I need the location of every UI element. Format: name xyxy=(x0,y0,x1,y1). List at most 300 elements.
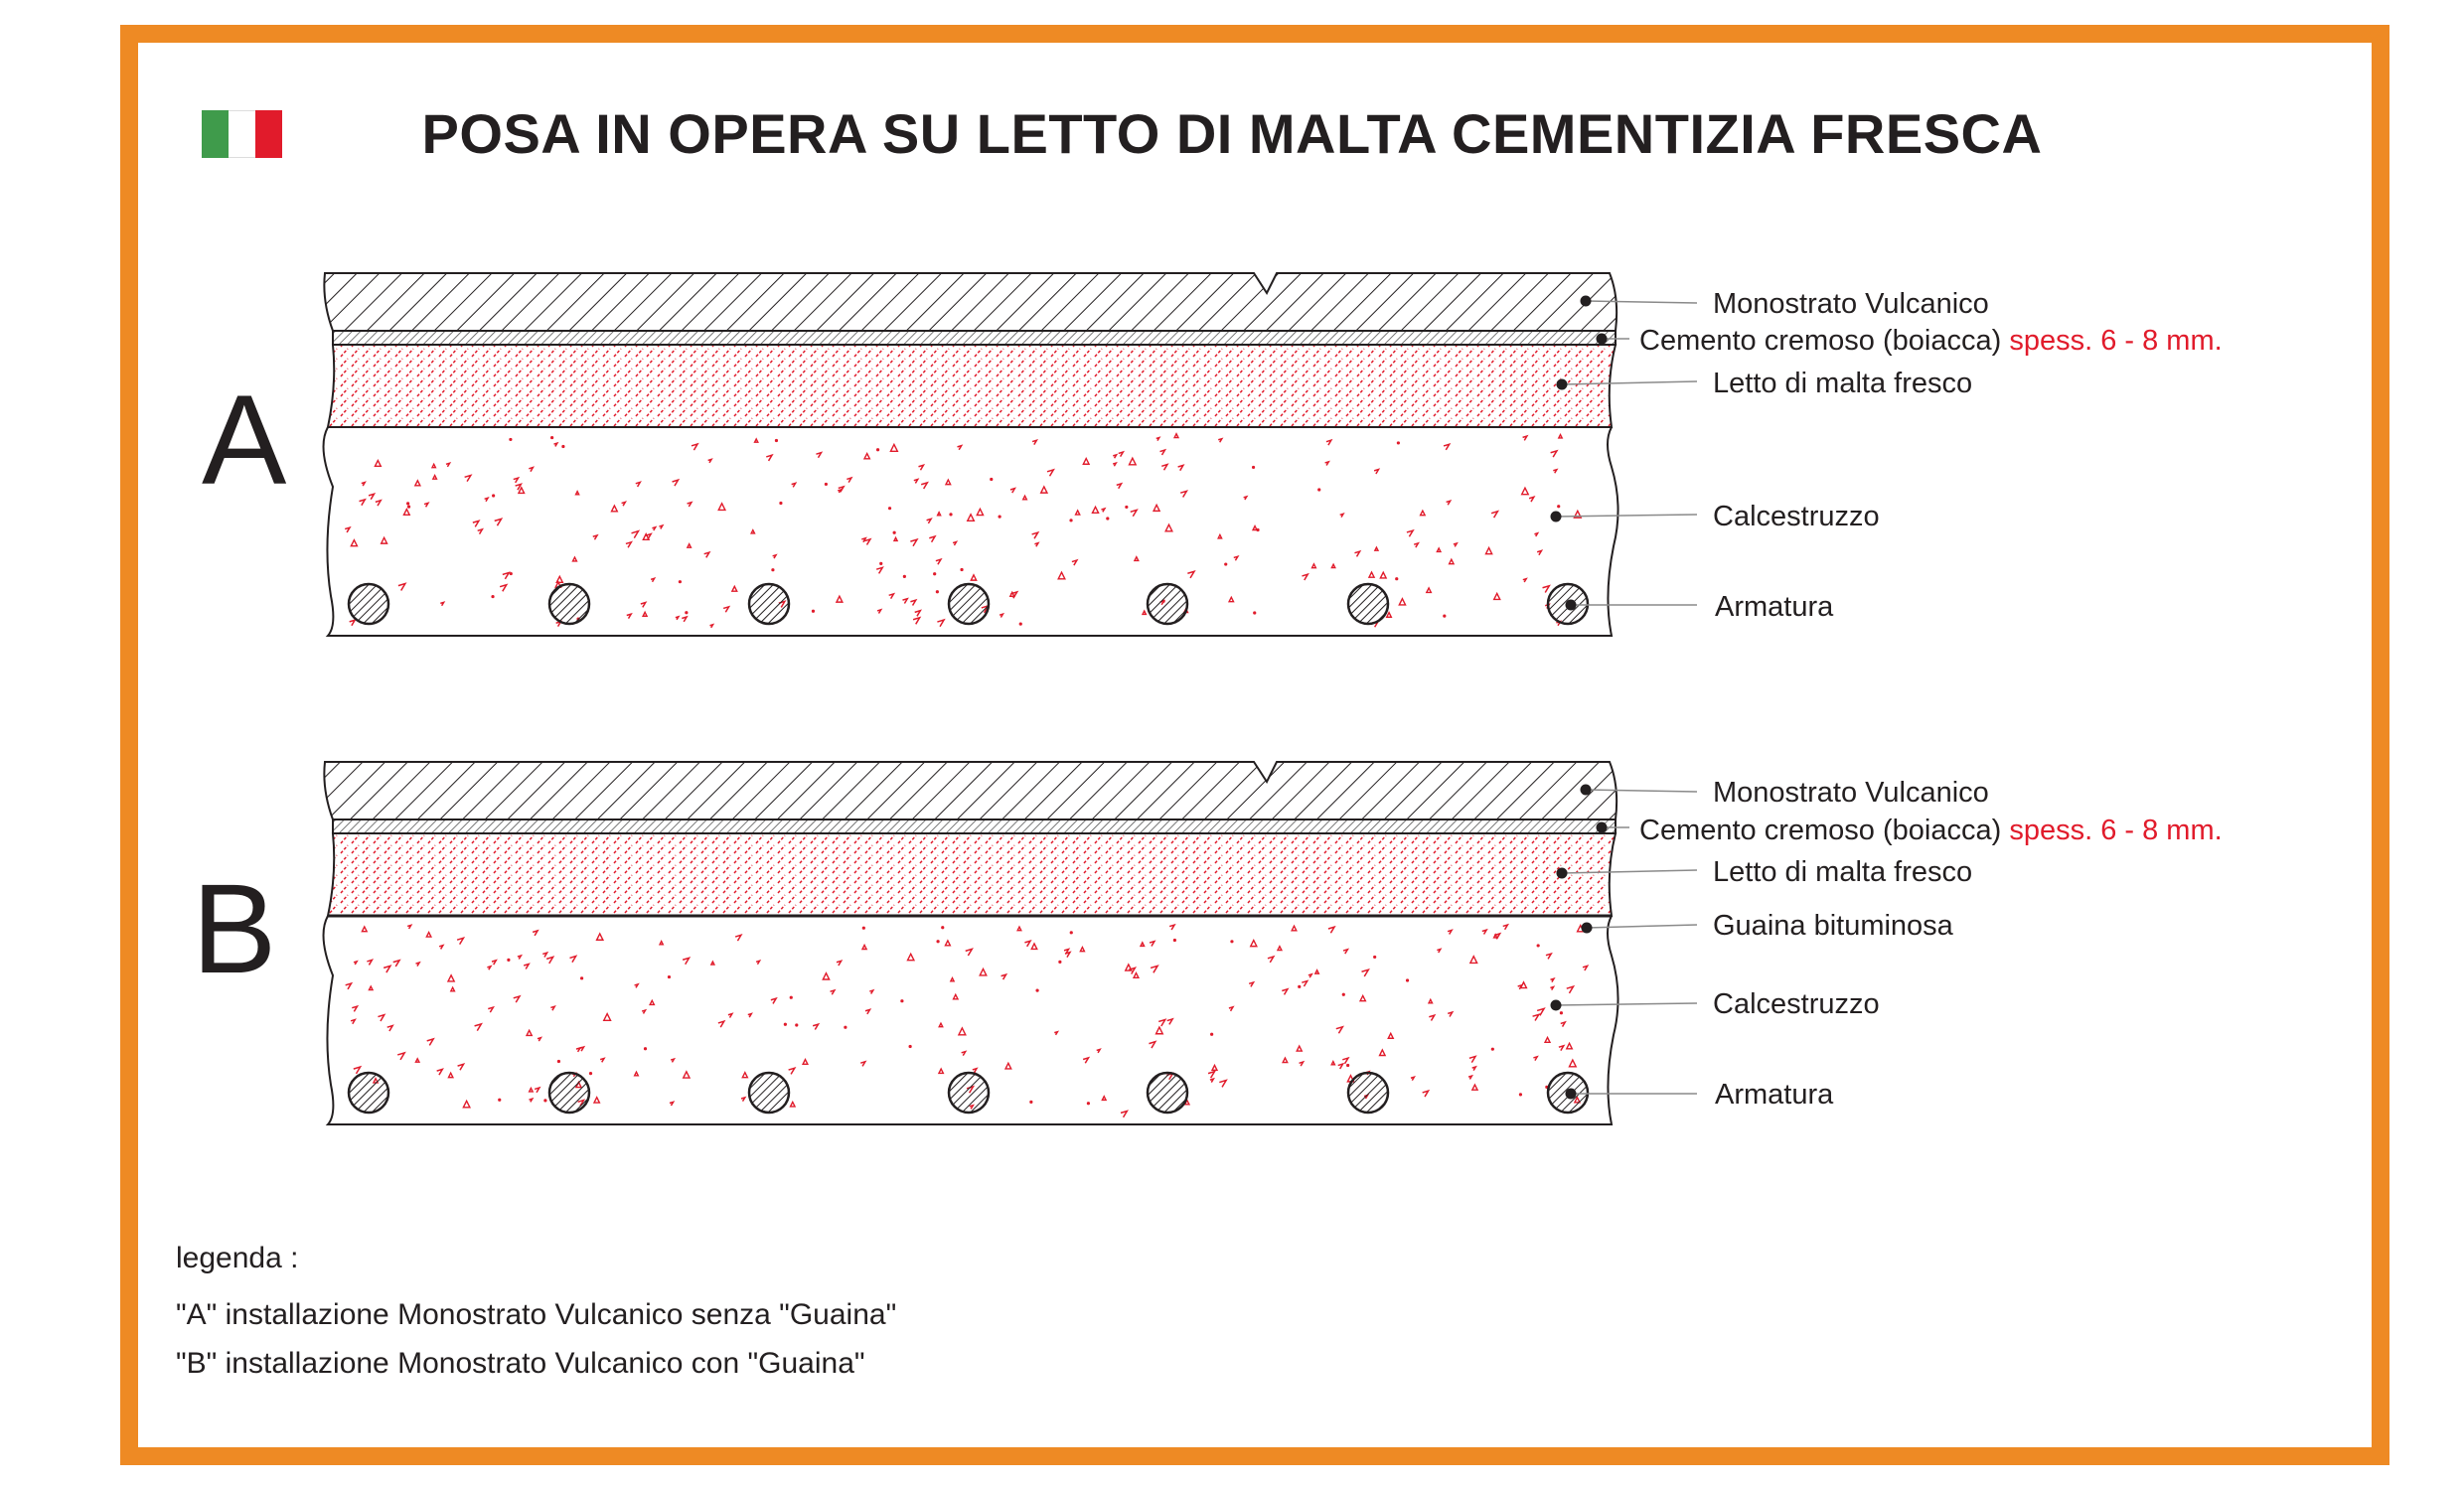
aggregate-speck xyxy=(1106,517,1109,520)
aggregate-speck xyxy=(561,445,564,448)
page-title: POSA IN OPERA SU LETTO DI MALTA CEMENTIZIA FRESCA xyxy=(421,102,2043,165)
aggregate-speck xyxy=(877,610,881,614)
aggregate-speck xyxy=(1032,440,1036,444)
aggregate-speck xyxy=(1212,1065,1217,1070)
aggregate-speck xyxy=(766,455,772,461)
aggregate-speck xyxy=(650,1000,654,1004)
aggregate-speck xyxy=(1414,543,1418,547)
aggregate-speck xyxy=(1249,982,1253,986)
aggregate-speck xyxy=(1523,436,1527,440)
aggregate-speck xyxy=(1256,528,1259,531)
aggregate-speck xyxy=(463,1101,469,1107)
aggregate-speck xyxy=(415,481,420,486)
aggregate-speck xyxy=(538,1038,540,1041)
aggregate-speck xyxy=(1230,940,1233,943)
mortar-bed-layer xyxy=(328,345,1616,427)
aggregate-speck xyxy=(1034,543,1037,546)
aggregate-speck xyxy=(350,620,355,625)
aggregate-speck xyxy=(847,478,851,483)
aggregate-speck xyxy=(1395,577,1398,580)
aggregate-speck xyxy=(888,507,891,510)
aggregate-speck xyxy=(432,464,435,467)
aggregate-speck xyxy=(1032,532,1038,538)
aggregate-speck xyxy=(346,983,352,989)
aggregate-speck xyxy=(1169,925,1174,930)
label-a-calcestruzzo: Calcestruzzo xyxy=(1713,501,1880,532)
aggregate-speck xyxy=(1218,534,1221,537)
aggregate-speck xyxy=(939,1023,942,1026)
aggregate-speck xyxy=(876,567,882,573)
aggregate-speck xyxy=(1244,497,1247,500)
aggregate-speck xyxy=(865,1009,870,1014)
aggregate-speck xyxy=(351,1020,355,1024)
aggregate-speck xyxy=(1023,496,1027,500)
leader-line xyxy=(1556,515,1697,517)
leader-dot xyxy=(1566,1089,1577,1100)
aggregate-speck xyxy=(407,506,410,509)
aggregate-speck xyxy=(876,448,879,451)
aggregate-speck xyxy=(1010,489,1014,493)
aggregate-speck xyxy=(1560,1011,1563,1014)
aggregate-speck xyxy=(529,468,533,472)
aggregate-speck xyxy=(1315,970,1318,973)
aggregate-speck xyxy=(893,531,896,534)
aggregate-speck xyxy=(384,966,390,972)
aggregate-speck xyxy=(1001,974,1006,979)
leader-dot xyxy=(1581,785,1592,796)
aggregate-speck xyxy=(448,975,454,981)
aggregate-speck xyxy=(1283,1058,1288,1063)
aggregate-speck xyxy=(1340,514,1343,517)
aggregate-speck xyxy=(718,504,725,511)
aggregate-speck xyxy=(1173,939,1176,942)
aggregate-speck xyxy=(1218,439,1222,443)
aggregate-speck xyxy=(1210,1033,1213,1036)
aggregate-speck xyxy=(1523,579,1526,582)
aggregate-speck xyxy=(980,968,987,975)
aggregate-speck xyxy=(457,938,463,944)
aggregate-speck xyxy=(936,940,939,943)
aggregate-speck xyxy=(915,611,921,617)
aggregate-speck xyxy=(1342,993,1345,996)
aggregate-speck xyxy=(791,1102,795,1106)
aggregate-speck xyxy=(933,572,936,575)
aggregate-speck xyxy=(398,584,405,591)
aggregate-speck xyxy=(685,611,688,614)
aggregate-speck xyxy=(1041,487,1047,493)
aggregate-speck xyxy=(644,1047,647,1050)
aggregate-speck xyxy=(1298,985,1301,988)
aggregate-speck xyxy=(1429,1015,1434,1020)
label-a-cemento xyxy=(1639,327,2223,356)
aggregate-speck xyxy=(503,572,509,578)
aggregate-speck xyxy=(668,975,671,978)
aggregate-speck xyxy=(688,503,692,507)
aggregate-speck xyxy=(1141,943,1145,947)
aggregate-speck xyxy=(959,1028,966,1035)
aggregate-speck xyxy=(1567,986,1574,993)
aggregate-speck xyxy=(378,1015,384,1021)
aggregate-speck xyxy=(1444,444,1450,450)
aggregate-speck xyxy=(1229,1007,1233,1011)
aggregate-speck xyxy=(433,476,437,480)
aggregate-speck xyxy=(451,987,455,991)
rebar xyxy=(1148,1073,1187,1113)
aggregate-speck xyxy=(1543,586,1550,593)
aggregate-speck xyxy=(1156,1027,1163,1034)
aggregate-speck xyxy=(927,519,932,523)
aggregate-speck xyxy=(507,959,510,962)
aggregate-speck xyxy=(1017,927,1021,931)
aggregate-speck xyxy=(929,536,935,542)
aggregate-speck xyxy=(960,568,963,571)
aggregate-speck xyxy=(485,498,488,501)
aggregate-speck xyxy=(679,580,682,583)
aggregate-speck xyxy=(1537,944,1540,947)
aggregate-speck xyxy=(557,1060,560,1063)
aggregate-speck xyxy=(1080,948,1084,952)
aggregate-speck xyxy=(1559,1046,1564,1051)
aggregate-speck xyxy=(1268,957,1274,963)
aggregate-speck xyxy=(1529,497,1534,502)
aggregate-speck xyxy=(1035,989,1038,992)
aggregate-speck xyxy=(779,502,782,505)
aggregate-speck xyxy=(416,963,420,967)
aggregate-speck xyxy=(953,542,956,545)
aggregate-speck xyxy=(1421,511,1426,516)
aggregate-speck xyxy=(397,1053,404,1060)
aggregate-speck xyxy=(1567,1043,1572,1048)
aggregate-speck xyxy=(659,525,662,528)
aggregate-speck xyxy=(369,986,373,990)
aggregate-speck xyxy=(488,1007,493,1012)
aggregate-speck xyxy=(510,572,513,575)
aggregate-speck xyxy=(755,439,758,442)
aggregate-speck xyxy=(732,586,737,591)
aggregate-speck xyxy=(1292,926,1297,931)
aggregate-speck xyxy=(913,618,920,625)
aggregate-speck xyxy=(1336,1027,1343,1034)
aggregate-speck xyxy=(1546,954,1551,959)
aggregate-speck xyxy=(1550,986,1553,989)
aggregate-speck xyxy=(1253,611,1256,614)
aggregate-speck xyxy=(1076,511,1080,515)
aggregate-speck xyxy=(951,978,954,981)
aggregate-speck xyxy=(869,990,872,993)
aggregate-speck xyxy=(642,1010,645,1013)
label-a-monostrato: Monostrato Vulcanico xyxy=(1713,288,1989,320)
rebar xyxy=(1348,584,1388,624)
aggregate-speck xyxy=(600,1058,604,1062)
label-b-armatura: Armatura xyxy=(1715,1079,1834,1111)
aggregate-speck xyxy=(862,927,865,930)
aggregate-speck xyxy=(1251,941,1257,947)
aggregate-speck xyxy=(533,931,538,936)
aggregate-speck xyxy=(632,531,639,538)
aggregate-speck xyxy=(1224,562,1227,565)
aggregate-speck xyxy=(1551,978,1554,981)
aggregate-speck xyxy=(1167,1019,1172,1024)
aggregate-speck xyxy=(1491,512,1497,518)
aggregate-speck xyxy=(375,461,381,467)
aggregate-speck xyxy=(635,984,639,988)
aggregate-speck xyxy=(1553,470,1556,473)
aggregate-speck xyxy=(1309,974,1311,977)
aggregate-speck xyxy=(1210,1079,1213,1082)
aggregate-speck xyxy=(622,502,626,506)
aggregate-speck xyxy=(1454,543,1457,546)
aggregate-speck xyxy=(1328,927,1334,933)
aggregate-speck xyxy=(844,1026,847,1029)
aggregate-speck xyxy=(1149,1042,1155,1048)
aggregate-speck xyxy=(1331,564,1334,567)
aggregate-speck xyxy=(593,535,597,539)
aggregate-speck xyxy=(1151,966,1157,972)
aggregate-speck xyxy=(938,513,941,516)
aggregate-speck xyxy=(790,996,793,999)
aggregate-speck xyxy=(1282,989,1288,995)
aggregate-speck xyxy=(1537,550,1541,554)
section-b-drawing xyxy=(324,762,1697,1124)
aggregate-speck xyxy=(1005,1063,1011,1069)
aggregate-speck xyxy=(977,509,983,515)
aggregate-speck xyxy=(1101,509,1104,512)
aggregate-speck xyxy=(784,1023,787,1026)
aggregate-speck xyxy=(1362,969,1369,976)
aggregate-speck xyxy=(362,483,365,486)
aggregate-speck xyxy=(569,957,575,963)
leader-dot xyxy=(1581,296,1592,307)
aggregate-speck xyxy=(1097,1049,1100,1052)
aggregate-speck xyxy=(406,502,409,505)
label-a-letto: Letto di malta fresco xyxy=(1713,368,1973,399)
aggregate-speck xyxy=(909,1045,912,1048)
leader-dot xyxy=(1597,822,1608,833)
aggregate-speck xyxy=(367,960,372,965)
aggregate-speck xyxy=(958,446,962,450)
aggregate-speck xyxy=(910,600,915,605)
aggregate-speck xyxy=(999,515,1001,518)
aggregate-speck xyxy=(921,483,927,489)
aggregate-speck xyxy=(1083,459,1089,465)
label-b-calcestruzzo: Calcestruzzo xyxy=(1713,988,1880,1020)
rebar xyxy=(949,584,989,624)
aggregate-speck xyxy=(1375,547,1378,550)
aggregate-speck xyxy=(1326,440,1331,445)
aggregate-speck xyxy=(439,946,443,950)
aggregate-speck xyxy=(1437,548,1441,552)
aggregate-speck xyxy=(473,521,479,526)
aggregate-speck xyxy=(1117,484,1122,489)
aggregate-speck xyxy=(594,1098,599,1103)
aggregate-speck xyxy=(387,1026,392,1031)
aggregate-speck xyxy=(1024,941,1030,947)
aggregate-speck xyxy=(860,1062,865,1067)
aggregate-speck xyxy=(1545,1037,1550,1042)
aggregate-speck xyxy=(660,942,663,945)
aggregate-speck xyxy=(1161,465,1167,471)
aggregate-speck xyxy=(735,935,741,941)
aggregate-speck xyxy=(1102,1097,1106,1101)
leader-dot xyxy=(1557,868,1568,879)
aggregate-speck xyxy=(813,1024,818,1029)
aggregate-speck xyxy=(751,530,754,533)
aggregate-speck xyxy=(1125,506,1128,509)
legend-line-b: "B" installazione Monostrato Vulcanico con "Guaina" xyxy=(176,1347,865,1380)
aggregate-speck xyxy=(718,1021,724,1027)
aggregate-speck xyxy=(1093,507,1099,513)
aggregate-speck xyxy=(1054,1032,1057,1035)
aggregate-speck xyxy=(946,480,951,485)
aggregate-speck xyxy=(1000,614,1002,617)
aggregate-speck xyxy=(1360,995,1365,1000)
aggregate-speck xyxy=(495,519,502,525)
label-a-armatura: Armatura xyxy=(1715,591,1834,623)
aggregate-speck xyxy=(1312,564,1316,568)
leader-dot xyxy=(1597,334,1608,345)
aggregate-speck xyxy=(1411,1077,1414,1080)
aggregate-speck xyxy=(684,1072,690,1078)
aggregate-speck xyxy=(1331,1062,1334,1065)
aggregate-speck xyxy=(1469,1056,1475,1062)
aggregate-speck xyxy=(393,961,399,967)
aggregate-speck xyxy=(1427,588,1432,593)
aggregate-speck xyxy=(352,1006,357,1011)
legend-heading: legenda : xyxy=(176,1242,299,1274)
aggregate-speck xyxy=(475,1024,482,1031)
aggregate-speck xyxy=(643,612,647,616)
aggregate-speck xyxy=(1551,451,1557,457)
aggregate-speck xyxy=(1374,470,1378,474)
aggregate-speck xyxy=(908,954,914,960)
aggregate-speck xyxy=(954,994,958,998)
aggregate-speck xyxy=(937,620,944,627)
aggregate-speck xyxy=(682,617,687,622)
aggregate-speck xyxy=(941,926,944,929)
aggregate-speck xyxy=(1121,1111,1127,1117)
aggregate-speck xyxy=(1373,956,1376,959)
label-a-cemento-text: Cemento cremoso (boiacca) xyxy=(1639,325,2002,357)
aggregate-speck xyxy=(709,625,712,628)
aggregate-speck xyxy=(458,1064,464,1070)
aggregate-speck xyxy=(1113,463,1116,466)
aggregate-speck xyxy=(756,961,759,964)
aggregate-speck xyxy=(1533,1057,1537,1061)
aggregate-speck xyxy=(1130,458,1137,465)
aggregate-speck xyxy=(651,578,654,581)
aggregate-speck xyxy=(641,603,646,608)
aggregate-speck xyxy=(543,1099,546,1102)
aggregate-speck xyxy=(1187,571,1194,578)
aggregate-speck xyxy=(415,1059,418,1062)
aggregate-speck xyxy=(676,617,679,620)
section-a-letter: A xyxy=(202,370,287,512)
aggregate-speck xyxy=(1174,434,1178,438)
aggregate-speck xyxy=(1297,1046,1302,1051)
aggregate-speck xyxy=(741,1098,745,1102)
aggregate-speck xyxy=(1058,961,1061,964)
aggregate-speck xyxy=(573,557,577,561)
section-a-drawing xyxy=(324,273,1697,636)
aggregate-speck xyxy=(1135,557,1139,561)
aggregate-speck xyxy=(1159,450,1164,455)
aggregate-speck xyxy=(492,961,496,965)
aggregate-speck xyxy=(971,575,976,580)
aggregate-speck xyxy=(789,1068,795,1074)
aggregate-speck xyxy=(527,1030,532,1035)
aggregate-speck xyxy=(1131,510,1137,516)
aggregate-speck xyxy=(403,510,409,516)
aggregate-speck xyxy=(1346,1064,1349,1067)
aggregate-speck xyxy=(530,1099,533,1102)
aggregate-speck xyxy=(1533,1014,1539,1020)
section-b-letter: B xyxy=(192,858,277,1000)
aggregate-speck xyxy=(440,602,443,605)
cement-slurry-layer xyxy=(333,819,1616,833)
aggregate-speck xyxy=(711,962,714,965)
aggregate-speck xyxy=(962,1052,966,1056)
aggregate-speck xyxy=(1143,611,1146,614)
aggregate-speck xyxy=(1406,978,1409,981)
aggregate-speck xyxy=(903,575,906,578)
aggregate-speck xyxy=(1302,981,1307,986)
aggregate-speck xyxy=(683,958,689,964)
aggregate-speck xyxy=(825,483,828,486)
aggregate-speck xyxy=(1069,519,1072,521)
aggregate-speck xyxy=(1113,455,1116,458)
aggregate-speck xyxy=(1429,999,1432,1002)
aggregate-speck xyxy=(990,478,993,481)
aggregate-speck xyxy=(465,475,471,481)
aggregate-speck xyxy=(890,444,897,451)
aggregate-speck xyxy=(1154,505,1159,511)
aggregate-speck xyxy=(692,444,697,450)
rebar xyxy=(549,584,589,624)
aggregate-speck xyxy=(635,1072,639,1076)
aggregate-speck xyxy=(498,1099,501,1102)
aggregate-speck xyxy=(792,483,796,487)
aggregate-speck xyxy=(1317,488,1320,491)
aggregate-speck xyxy=(550,1006,554,1010)
mortar-bed-layer xyxy=(328,833,1616,916)
aggregate-speck xyxy=(1156,438,1159,441)
aggregate-speck xyxy=(1342,1058,1348,1064)
aggregate-speck xyxy=(771,998,776,1003)
aggregate-speck xyxy=(514,996,520,1002)
aggregate-speck xyxy=(407,925,411,929)
aggregate-speck xyxy=(837,596,843,602)
aggregate-speck xyxy=(1388,1033,1393,1038)
aggregate-speck xyxy=(1134,973,1139,978)
aggregate-speck xyxy=(1447,501,1451,505)
aggregate-speck xyxy=(576,492,579,495)
aggregate-speck xyxy=(369,494,374,499)
leader-dot xyxy=(1551,512,1562,522)
aggregate-speck xyxy=(535,1088,539,1093)
tile-layer xyxy=(324,762,1617,819)
aggregate-speck xyxy=(837,961,842,966)
aggregate-speck xyxy=(879,562,882,565)
aggregate-speck xyxy=(1338,1064,1343,1069)
aggregate-speck xyxy=(1423,1091,1429,1097)
aggregate-speck xyxy=(1150,942,1155,947)
leader-dot xyxy=(1566,600,1577,611)
aggregate-speck xyxy=(1252,466,1255,469)
aggregate-speck xyxy=(354,1067,361,1074)
aggregate-speck xyxy=(627,614,631,618)
aggregate-speck xyxy=(546,957,552,963)
aggregate-speck xyxy=(362,927,367,932)
